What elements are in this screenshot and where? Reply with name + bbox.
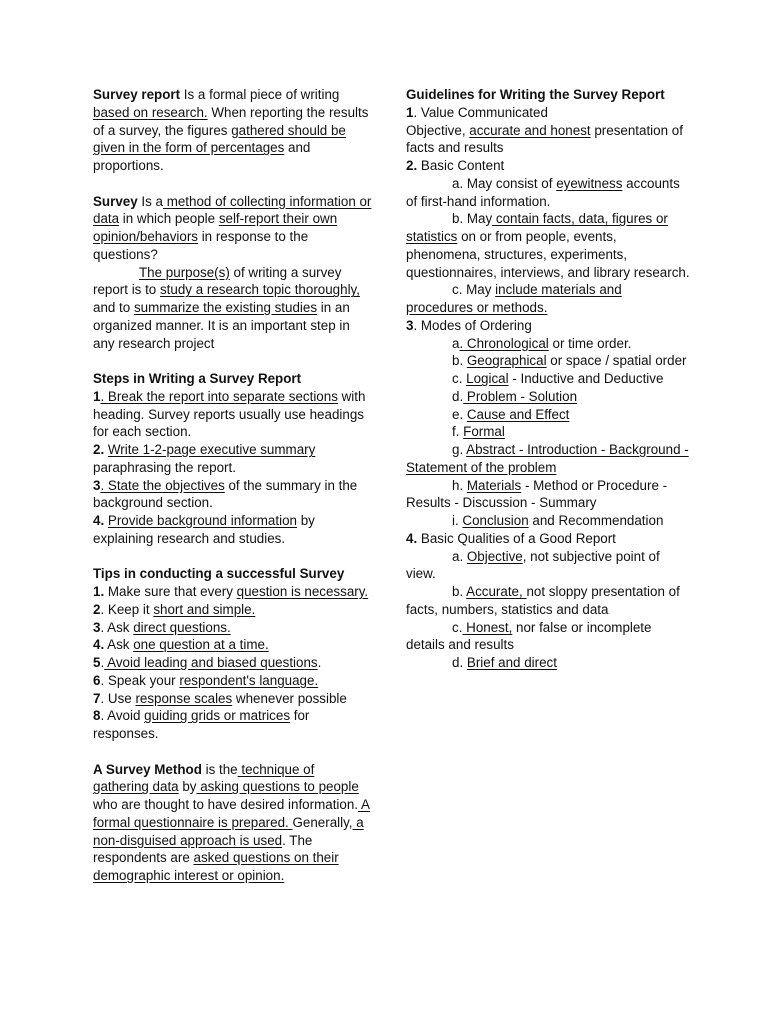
text: .: [317, 655, 322, 670]
underlined-text: Materials: [466, 477, 522, 493]
section-number: 2.: [406, 158, 418, 173]
list-item: [406, 441, 691, 477]
underlined-text: . Chronological: [459, 335, 549, 351]
text: or time order.: [548, 335, 632, 351]
survey-paragraph: [93, 193, 373, 264]
step-item: [93, 512, 373, 548]
guidelines-heading: [406, 86, 691, 104]
text: paraphrasing the report.: [93, 459, 236, 475]
underlined-text: short and simple.: [153, 601, 256, 617]
underlined-text: study a research topic thoroughly,: [159, 282, 360, 298]
underlined-text: Write 1-2-page executive summary: [107, 442, 316, 457]
underlined-text: Brief and direct: [466, 655, 557, 670]
tip-item: [93, 583, 373, 601]
survey-report-term: Survey report: [93, 87, 181, 102]
section-title: [406, 157, 691, 175]
underlined-text: gathered should be given in the form of percentages: [93, 122, 346, 156]
spacer: [93, 548, 373, 566]
list-item: [406, 423, 691, 441]
text: , not subjective point of view.: [406, 548, 660, 582]
tip-number: 6: [93, 672, 101, 688]
text: with heading. Survey reports usually use headings for each section.: [93, 388, 366, 440]
tip-item: [93, 672, 373, 690]
text: and Recommendation: [528, 513, 664, 528]
text: b.: [452, 584, 467, 599]
underlined-text: response scales: [135, 690, 233, 706]
underlined-text: respondent's language.: [179, 672, 319, 688]
underlined-text: The purpose(s): [139, 264, 230, 280]
text: - Inductive and Deductive: [508, 371, 664, 386]
text: . Use: [100, 690, 136, 706]
section-title: [406, 530, 691, 548]
list-item: [406, 477, 691, 513]
left-column: [93, 86, 373, 885]
underlined-text: include materials and procedures or methods.: [406, 282, 622, 315]
heading-text: Guidelines for Writing the Survey Report: [406, 87, 665, 102]
text: e.: [452, 406, 467, 422]
tip-number: 5: [93, 655, 101, 670]
step-number: 1: [93, 388, 101, 404]
text: in which people: [119, 211, 219, 227]
underlined-text: accurate and honest: [469, 122, 591, 138]
underlined-text: Cause and Effect: [466, 406, 570, 422]
text: Ask: [104, 637, 134, 653]
text: in response to the questions?: [93, 229, 309, 262]
text: a. May consist of: [452, 175, 557, 191]
text: Is a formal piece of writing: [180, 87, 340, 102]
step-number: 4.: [93, 513, 105, 528]
text: Basic Qualities of a Good Report: [417, 530, 616, 546]
purpose-paragraph: [93, 264, 373, 353]
text: c.: [452, 619, 463, 635]
text: on or from people, events, phenomena, structures, experiments, questionnaires, interviews, and library research.: [406, 229, 690, 280]
text: . Modes of Ordering: [413, 317, 532, 333]
text: - Method or Procedure - Results - Discussion - Summary: [406, 477, 668, 511]
text: a: [452, 335, 460, 351]
text: is the: [201, 761, 238, 777]
tip-item: [93, 654, 373, 672]
text: . Keep it: [100, 601, 154, 617]
right-column: [406, 86, 691, 672]
text: and proportions.: [93, 140, 311, 173]
underlined-text: question is necessary.: [236, 584, 369, 599]
tip-item: [93, 707, 373, 743]
text: When reporting the results of a survey, the figures: [93, 104, 369, 138]
underlined-text: asked questions on their demographic interest or opinion.: [93, 850, 339, 883]
list-item: [406, 654, 691, 672]
underlined-text: Abstract - Introduction - Background - Statement of the problem: [406, 442, 689, 475]
text: Make sure that every: [104, 584, 237, 599]
text: for responses.: [93, 708, 310, 741]
tip-number: 4.: [93, 637, 105, 653]
list-item: [406, 512, 691, 530]
text: c. May: [452, 282, 496, 298]
text: of writing a survey report is to: [93, 264, 342, 298]
underlined-text: one question at a time.: [133, 637, 269, 653]
text: .: [100, 655, 105, 670]
text: Is a: [137, 193, 163, 209]
text: . Avoid: [100, 708, 145, 724]
text: g.: [452, 442, 467, 457]
underlined-text: guiding grids or matrices: [144, 708, 291, 724]
tips-heading: [93, 565, 373, 583]
text: in an organized manner. It is an important step in any research project: [93, 300, 350, 351]
step-number: 2.: [93, 442, 105, 457]
tip-number: 8: [93, 708, 101, 724]
list-item: [406, 352, 691, 370]
text: by: [178, 779, 197, 795]
underlined-text: Problem - Solution: [463, 388, 578, 404]
underlined-text: Avoid leading and biased questions: [104, 655, 318, 670]
list-item: [406, 406, 691, 424]
heading-text: Tips in conducting a successful Survey: [93, 566, 345, 582]
underlined-text: Provide background information: [107, 513, 297, 528]
underlined-text: contain facts, data, figures or statistics: [406, 211, 668, 244]
section-title: [406, 104, 691, 122]
section-title: [406, 317, 691, 335]
text: not sloppy presentation of facts, numbers, statistics and data: [406, 584, 680, 617]
underlined-text: Formal: [463, 424, 505, 440]
text: who are thought to have desired information.: [93, 797, 359, 812]
text: whenever possible: [232, 690, 347, 706]
underlined-text: technique of gathering data: [93, 761, 315, 795]
text: b. May: [452, 211, 493, 227]
tip-item: [93, 690, 373, 708]
section-number: 4.: [406, 530, 418, 546]
underlined-text: Accurate,: [466, 584, 527, 599]
underlined-text: Geographical: [466, 353, 547, 369]
list-item: [406, 210, 691, 281]
spacer: [93, 352, 373, 370]
list-item: [406, 583, 691, 619]
tip-item: [93, 601, 373, 619]
text: c.: [452, 371, 467, 386]
section-body: [406, 122, 691, 158]
underlined-text: a non-disguised approach is used: [93, 814, 364, 848]
text: and to: [93, 300, 134, 315]
text: d.: [452, 655, 467, 670]
text: or space / spatial order: [546, 353, 687, 369]
text: h.: [452, 477, 467, 493]
tip-number: 2: [93, 601, 101, 617]
text: . The respondents are: [93, 832, 313, 866]
list-item: [406, 175, 691, 211]
list-item: [406, 281, 691, 317]
text: i.: [452, 513, 463, 528]
underlined-text: direct questions.: [133, 619, 231, 635]
section-number: 3: [406, 317, 414, 333]
list-item: [406, 370, 691, 388]
underlined-text: method of collecting information or data: [93, 193, 372, 227]
text: . Ask: [100, 619, 134, 635]
text: . Value Communicated: [413, 104, 548, 120]
underlined-text: eyewitness: [556, 175, 623, 191]
spacer: [93, 743, 373, 761]
heading-text: Steps in Writing a Survey Report: [93, 371, 302, 386]
underlined-text: Conclusion: [462, 513, 529, 528]
text: Generally,: [292, 814, 353, 830]
text: Basic Content: [417, 158, 505, 173]
underlined-text: Objective: [466, 548, 523, 564]
text: . Speak your: [100, 672, 180, 688]
survey-method-term: A Survey Method: [93, 761, 202, 777]
underlined-text: self-report their own opinion/behaviors: [93, 211, 338, 244]
text: f.: [452, 424, 464, 440]
list-item: [406, 548, 691, 584]
list-item: [406, 388, 691, 406]
step-number: 3: [93, 477, 101, 493]
underlined-text: asking questions to people: [196, 779, 359, 795]
text: accounts of first-hand information.: [406, 175, 680, 209]
underlined-text: . Break the report into separate sections: [100, 388, 338, 404]
underlined-text: . State the objectives: [100, 477, 225, 493]
spacer: [93, 175, 373, 193]
text: d.: [452, 388, 464, 404]
underlined-text: A formal questionnaire is prepared.: [93, 797, 370, 830]
underlined-text: based on research.: [93, 104, 208, 120]
step-item: [93, 441, 373, 477]
underlined-text: Logical: [466, 371, 509, 386]
survey-term: Survey: [93, 193, 138, 209]
list-item: [406, 335, 691, 353]
text: nor false or incomplete details and results: [406, 619, 652, 653]
section-number: 1: [406, 104, 414, 120]
tip-number: 7: [93, 690, 101, 706]
text: of the summary in the background section.: [93, 477, 358, 511]
tip-number: 1.: [93, 584, 105, 599]
underlined-text: Honest,: [462, 619, 513, 635]
text: Objective,: [406, 122, 470, 138]
tip-item: [93, 619, 373, 637]
survey-report-paragraph: [93, 86, 373, 175]
underlined-text: summarize the existing studies: [133, 300, 318, 315]
text: a.: [452, 548, 467, 564]
text: by explaining research and studies.: [93, 513, 315, 546]
tip-number: 3: [93, 619, 101, 635]
step-item: [93, 477, 373, 513]
survey-method-paragraph: [93, 761, 373, 885]
list-item: [406, 619, 691, 655]
text: b.: [452, 353, 467, 369]
text: presentation of facts and results: [406, 122, 683, 156]
tip-item: [93, 636, 373, 654]
steps-heading: [93, 370, 373, 388]
step-item: [93, 388, 373, 441]
